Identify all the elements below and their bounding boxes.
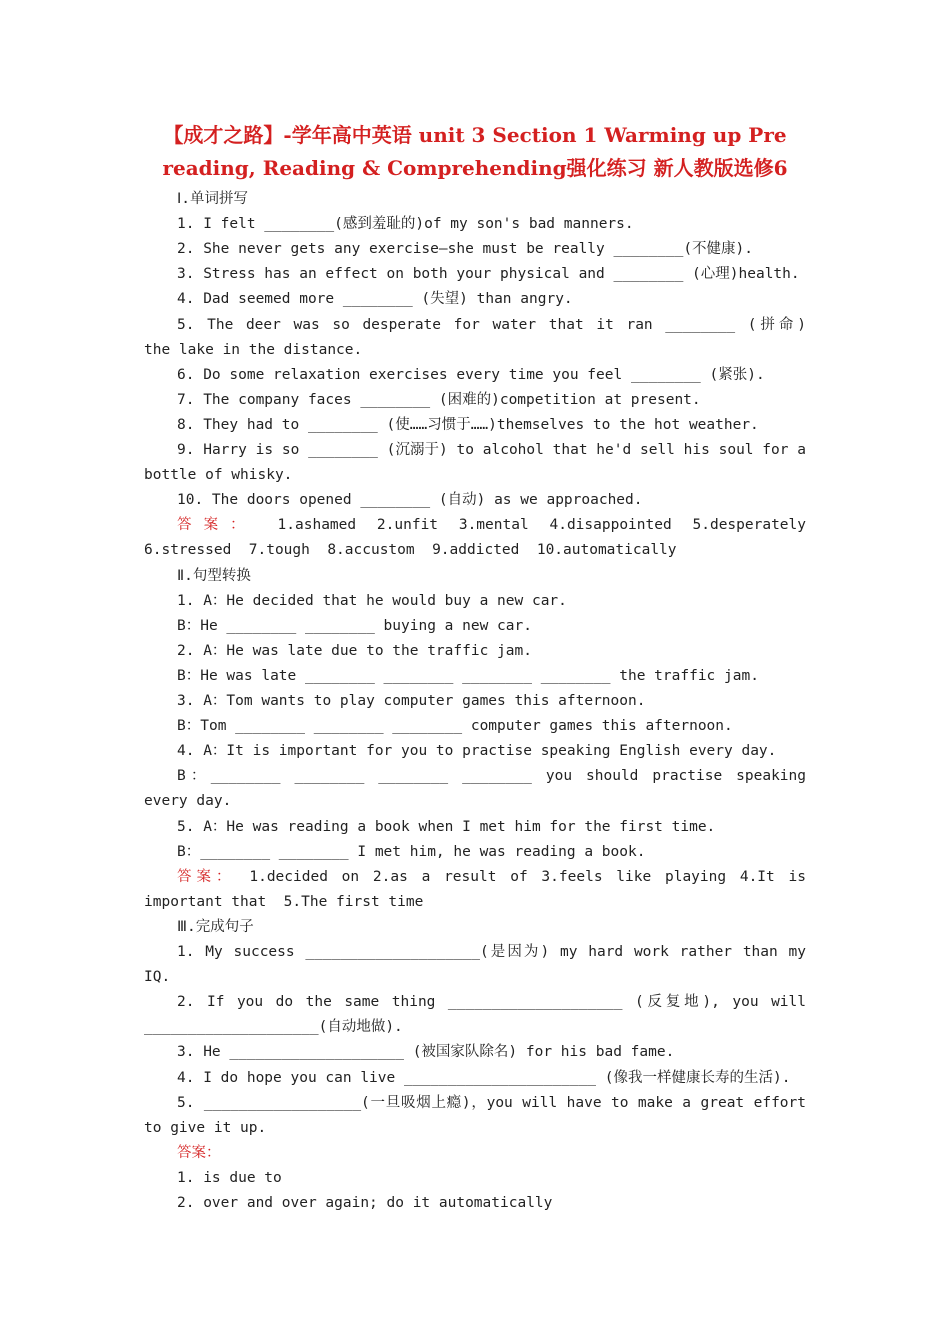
- title-line-1: 【成才之路】-学年高中英语 unit 3 Section 1 Warming up Pre: [163, 123, 787, 147]
- text-line: 答案： 1.decided on 2.as a result of 3.feels like playing 4.It is: [177, 868, 806, 885]
- text-line: 2. If you do the same thing ____________________ (反复地), you will: [177, 994, 806, 1011]
- text-line: B：Tom ________ ________ ________ computer games this afternoon.: [177, 718, 733, 735]
- text-line: B：________ ________ I met him, he was reading a book.: [177, 843, 646, 860]
- text-line: to give it up.: [144, 1119, 267, 1136]
- text-line: 5. __________________(一旦吸烟上瘾)，you will have to make a great effort: [177, 1094, 806, 1111]
- text-line: B：He ________ ________ buying a new car.: [177, 617, 532, 634]
- text-line: B：________ ________ ________ ________ you should practise speaking: [177, 768, 806, 785]
- text-line: 1. is due to: [177, 1169, 282, 1186]
- text-line: 4. I do hope you can live ______________________ (像我一样健康长寿的生活).: [177, 1069, 791, 1086]
- text-line: 1. A：He decided that he would buy a new car.: [177, 592, 567, 609]
- text-line: 答案：: [177, 1144, 221, 1161]
- text-line: bottle of whisky.: [144, 467, 293, 484]
- text-line: 10. The doors opened ________ (自动) as we approached.: [177, 492, 643, 509]
- text-line: 5. The deer was so desperate for water that it ran ________ (拼命): [177, 316, 806, 333]
- text-line: 3. He ____________________ (被国家队除名) for his bad fame.: [177, 1044, 675, 1061]
- text-line: B：He was late ________ ________ ________ ________ the traffic jam.: [177, 667, 759, 684]
- text-line: Ⅲ.完成句子: [177, 918, 254, 935]
- text-line: 2. A：He was late due to the traffic jam.: [177, 642, 532, 659]
- text-line: 8. They had to ________ (使……习惯于……)themselves to the hot weather.: [177, 416, 759, 433]
- document-title: [144, 119, 806, 185]
- answer-label: 答案：: [177, 868, 236, 885]
- text-line: IQ.: [144, 969, 171, 986]
- text-line: 5. A：He was reading a book when I met him for the first time.: [177, 818, 716, 835]
- text-line: the lake in the distance.: [144, 341, 363, 358]
- answer-label: 答案：: [177, 517, 257, 534]
- text-line: 6. Do some relaxation exercises every time you feel ________ (紧张).: [177, 366, 765, 383]
- text-line: 4. A：It is important for you to practise speaking English every day.: [177, 743, 777, 760]
- text-line: 9. Harry is so ________ (沉溺于) to alcohol that he'd sell his soul for a: [177, 442, 806, 458]
- text-line: 3. Stress has an effect on both your physical and ________ (心理)health.: [177, 266, 800, 283]
- text-line: 1. I felt ________(感到羞耻的)of my son's bad manners.: [177, 216, 634, 233]
- text-line: every day.: [144, 793, 232, 810]
- text-line: 2. over and over again; do it automatically: [177, 1195, 553, 1211]
- text-line: 7. The company faces ________ (困难的)competition at present.: [177, 391, 701, 408]
- text-line: Ⅱ.句型转换: [177, 567, 251, 584]
- text-line: 4. Dad seemed more ________ (失望) than angry.: [177, 291, 573, 308]
- text-line: 答案： 1.ashamed 2.unfit 3.mental 4.disappointed 5.desperately: [177, 517, 806, 534]
- text-line: 6.stressed 7.tough 8.accustom 9.addicted 10.automatically: [144, 542, 677, 559]
- text-line: 1. My success ____________________(是因为) my hard work rather than my: [177, 944, 806, 960]
- text-line: ____________________(自动地做).: [144, 1019, 403, 1036]
- text-line: 3. A：Tom wants to play computer games this afternoon.: [177, 693, 646, 709]
- title-line-2: reading, Reading & Comprehending强化练习 新人教版选修6: [162, 156, 788, 180]
- text-line: Ⅰ.单词拼写: [177, 191, 249, 207]
- text-line: 2. She never gets any exercise—she must be really ________(不健康).: [177, 241, 754, 258]
- text-line: important that 5.The first time: [144, 893, 424, 910]
